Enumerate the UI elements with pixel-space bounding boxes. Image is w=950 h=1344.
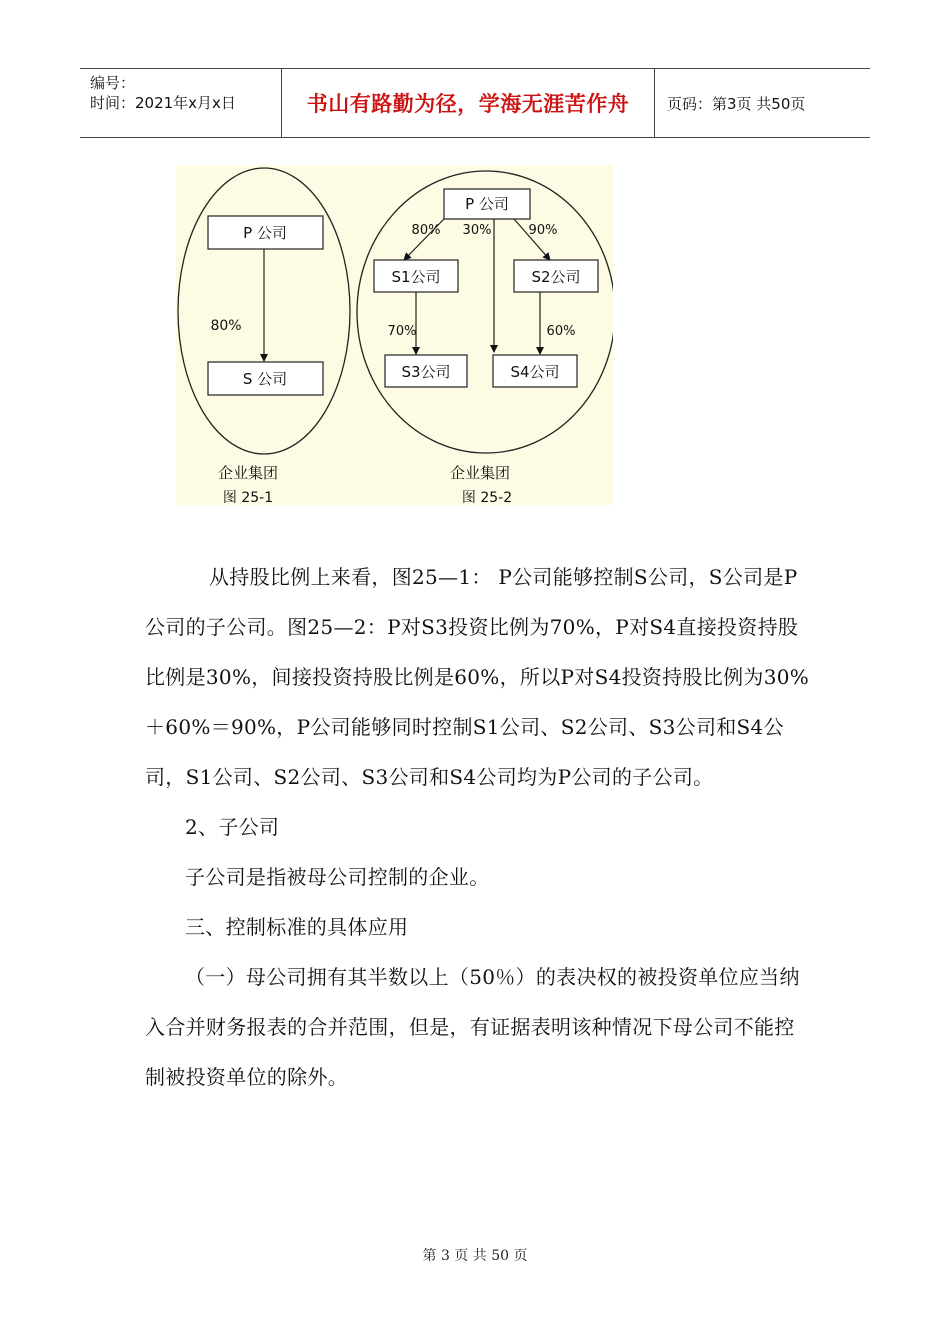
left-s-company-label: S 公司 (242, 370, 288, 388)
page-footer: 第 3 页 共 50 页 (422, 1248, 528, 1264)
label-p-s1: 80% (411, 223, 441, 238)
left-percent-label: 80% (210, 318, 242, 334)
left-group-label: 企业集团 (217, 464, 279, 482)
ownership-diagram-svg (176, 165, 613, 505)
header-page-info: 页码：第3页 共50页 (667, 94, 806, 113)
left-caption: 图 25-1 (222, 490, 274, 505)
left-p-company-label: P 公司 (243, 224, 287, 242)
document-number-label: 编号： (90, 74, 136, 92)
s4-company-label: S4公司 (510, 363, 560, 381)
s3-company-label: S3公司 (401, 363, 451, 381)
paragraph-shareholding: 从持股比例上来看，图25—1： P公司能够控制S公司，S公司是P公司的子公司。图25—2：P对S3投资比例为70%，P对S4直接投资持股比例是30%，间接投资持股比例是60%，所以P对S4投资持股比例为30%＋60%＝90%，P公司能够同时控制S1公司、S2公司、S3公司和S4公司，S1公司、S2公司、S3公司和S4公司均为P公司的子公司。 (145, 565, 810, 789)
heading-subsidiary: 2、子公司 (185, 815, 280, 839)
document-body (145, 552, 810, 1102)
right-p-company-label: P 公司 (465, 195, 509, 213)
label-s1-s3: 70% (387, 324, 417, 339)
paragraph-subsidiary-definition: 子公司是指被母公司控制的企业。 (185, 865, 490, 889)
header-motto: 书山有路勤为径，学海无涯苦作舟 (282, 69, 655, 137)
right-group-label: 企业集团 (449, 464, 511, 482)
s2-company-label: S2公司 (531, 268, 581, 286)
paragraph-control-rule-1: （一）母公司拥有其半数以上（50％）的表决权的被投资单位应当纳入合并财务报表的合并范围，但是，有证据表明该种情况下母公司不能控制被投资单位的除外。 (145, 965, 800, 1089)
label-p-s2: 90% (528, 223, 558, 238)
header-meta (80, 69, 282, 137)
heading-control-standard: 三、控制标准的具体应用 (185, 915, 409, 939)
label-s2-s4: 60% (546, 324, 576, 339)
ownership-diagram (176, 165, 613, 505)
page-header (80, 68, 870, 138)
label-p-s4: 30% (462, 223, 492, 238)
document-time-label: 时间：2021年x月x日 (90, 94, 236, 112)
right-caption: 图 25-2 (461, 490, 513, 505)
s1-company-label: S1公司 (391, 268, 441, 286)
